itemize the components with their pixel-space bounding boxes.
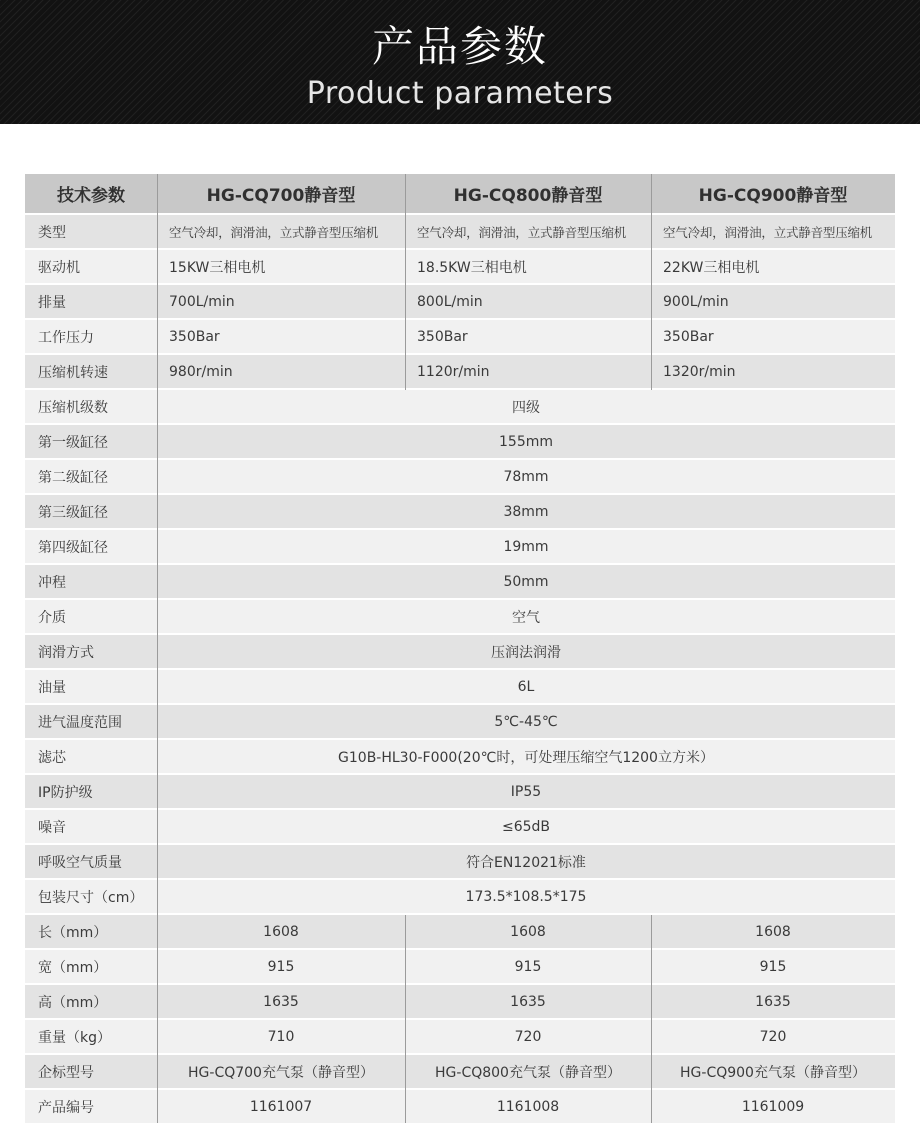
row-label: 介质 [25, 600, 157, 633]
row-label: 企标型号 [25, 1055, 157, 1088]
row-value-spanned: ≤65dB [157, 810, 895, 843]
table-row [25, 705, 895, 738]
row-label: 第一级缸径 [25, 425, 157, 458]
row-value: 1120r/min [405, 355, 651, 388]
row-label: 包装尺寸（cm） [25, 880, 157, 913]
row-label: 第二级缸径 [25, 460, 157, 493]
row-value: 1320r/min [651, 355, 895, 388]
table-row [25, 670, 895, 703]
column-header-model: HG-CQ800静音型 [405, 174, 651, 213]
banner-title-cn: 产品参数 [371, 22, 548, 71]
row-label: 第三级缸径 [25, 495, 157, 528]
row-value: 1161007 [157, 1090, 405, 1123]
row-label: 压缩机级数 [25, 390, 157, 423]
table-row [25, 285, 895, 318]
product-parameters-banner [0, 0, 920, 124]
row-label: 高（mm） [25, 985, 157, 1018]
column-divider [405, 915, 406, 1123]
row-value-spanned: 19mm [157, 530, 895, 563]
table-row [25, 565, 895, 598]
row-value: 22KW三相电机 [651, 250, 895, 283]
row-value: 1635 [651, 985, 895, 1018]
row-label: 润滑方式 [25, 635, 157, 668]
row-label: 呼吸空气质量 [25, 845, 157, 878]
row-value: 900L/min [651, 285, 895, 318]
table-row [25, 600, 895, 633]
table-row [25, 460, 895, 493]
row-label: 进气温度范围 [25, 705, 157, 738]
row-value-spanned: 5℃-45℃ [157, 705, 895, 738]
row-label: 冲程 [25, 565, 157, 598]
row-value: 空气冷却，润滑油，立式静音型压缩机 [157, 215, 405, 248]
row-value: 1161008 [405, 1090, 651, 1123]
table-row [25, 845, 895, 878]
row-value: 18.5KW三相电机 [405, 250, 651, 283]
row-value-spanned: IP55 [157, 775, 895, 808]
table-row [25, 950, 895, 983]
table-row [25, 530, 895, 563]
row-label: 类型 [25, 215, 157, 248]
table-row [25, 880, 895, 913]
column-divider [405, 174, 406, 390]
column-header-model: HG-CQ700静音型 [157, 174, 405, 213]
row-value-spanned: 四级 [157, 390, 895, 423]
table-row [25, 215, 895, 248]
row-label: IP防护级 [25, 775, 157, 808]
row-value: 1608 [651, 915, 895, 948]
spec-table [25, 174, 895, 1123]
table-row [25, 740, 895, 773]
column-header-model: HG-CQ900静音型 [651, 174, 895, 213]
row-value: HG-CQ800充气泵（静音型） [405, 1055, 651, 1088]
row-label: 压缩机转速 [25, 355, 157, 388]
row-label: 重量（kg） [25, 1020, 157, 1053]
row-value: 1635 [405, 985, 651, 1018]
row-value: 15KW三相电机 [157, 250, 405, 283]
table-row [25, 635, 895, 668]
row-value-spanned: 压润法润滑 [157, 635, 895, 668]
row-label: 排量 [25, 285, 157, 318]
row-label: 长（mm） [25, 915, 157, 948]
row-label: 宽（mm） [25, 950, 157, 983]
table-row [25, 355, 895, 388]
row-value: 1608 [405, 915, 651, 948]
table-row [25, 390, 895, 423]
row-value: 915 [405, 950, 651, 983]
table-header-row [25, 174, 895, 213]
row-value-spanned: 155mm [157, 425, 895, 458]
table-row [25, 985, 895, 1018]
column-divider [651, 915, 652, 1123]
banner-title-en: Product parameters [306, 76, 614, 111]
table-row [25, 320, 895, 353]
table-row [25, 425, 895, 458]
column-divider [157, 174, 158, 1123]
row-value: 700L/min [157, 285, 405, 318]
row-label: 滤芯 [25, 740, 157, 773]
row-value-spanned: 78mm [157, 460, 895, 493]
table-row [25, 1090, 895, 1123]
row-value: 1608 [157, 915, 405, 948]
row-value: 350Bar [157, 320, 405, 353]
row-value: 915 [651, 950, 895, 983]
row-value-spanned: 38mm [157, 495, 895, 528]
row-value: 1161009 [651, 1090, 895, 1123]
row-value-spanned: 符合EN12021标准 [157, 845, 895, 878]
row-label: 产品编号 [25, 1090, 157, 1123]
row-value-spanned: 空气 [157, 600, 895, 633]
row-label: 驱动机 [25, 250, 157, 283]
table-row [25, 495, 895, 528]
row-value: 980r/min [157, 355, 405, 388]
row-value-spanned: 173.5*108.5*175 [157, 880, 895, 913]
row-value: HG-CQ700充气泵（静音型） [157, 1055, 405, 1088]
row-value: 800L/min [405, 285, 651, 318]
table-row [25, 915, 895, 948]
table-body [25, 215, 895, 1123]
row-value: 空气冷却，润滑油，立式静音型压缩机 [651, 215, 895, 248]
row-value-spanned: 6L [157, 670, 895, 703]
row-label: 第四级缸径 [25, 530, 157, 563]
row-value: 350Bar [405, 320, 651, 353]
table-row [25, 810, 895, 843]
table-row [25, 775, 895, 808]
row-value: 350Bar [651, 320, 895, 353]
row-value: 710 [157, 1020, 405, 1053]
row-value: HG-CQ900充气泵（静音型） [651, 1055, 895, 1088]
row-value: 720 [651, 1020, 895, 1053]
row-value: 915 [157, 950, 405, 983]
table-row [25, 1055, 895, 1088]
row-value: 空气冷却，润滑油，立式静音型压缩机 [405, 215, 651, 248]
row-label: 噪音 [25, 810, 157, 843]
column-divider [651, 174, 652, 390]
table-row [25, 1020, 895, 1053]
table-row [25, 250, 895, 283]
row-value: 1635 [157, 985, 405, 1018]
row-label: 工作压力 [25, 320, 157, 353]
row-value-spanned: 50mm [157, 565, 895, 598]
row-value-spanned: G10B-HL30-F000(20℃时，可处理压缩空气1200立方米） [157, 740, 895, 773]
row-value: 720 [405, 1020, 651, 1053]
column-header-parameter: 技术参数 [25, 174, 157, 213]
row-label: 油量 [25, 670, 157, 703]
